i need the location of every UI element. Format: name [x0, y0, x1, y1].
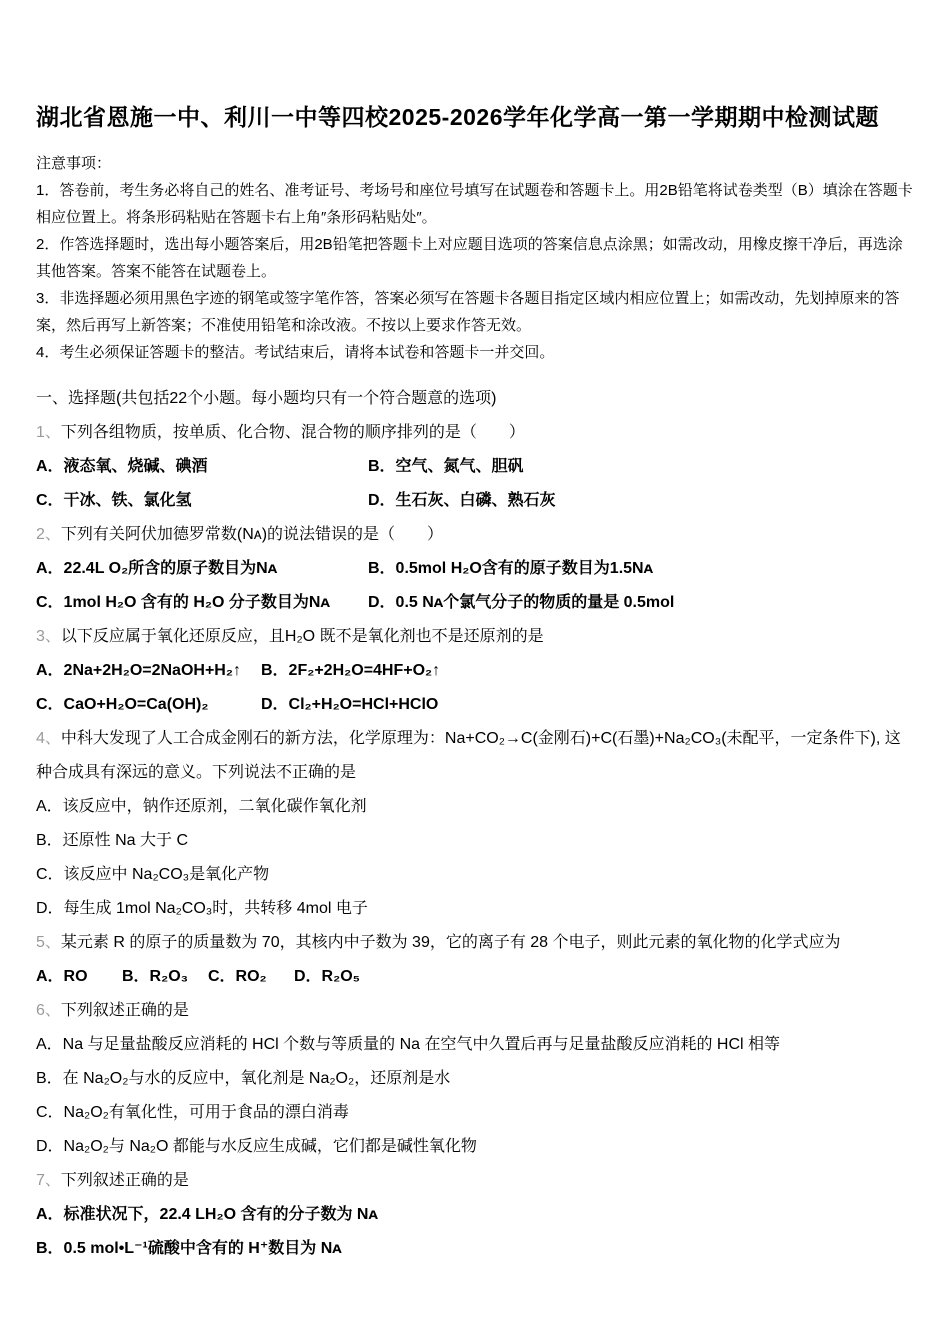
question-3-option-row-2 [36, 688, 914, 722]
question-6-option-d: D．Na₂O₂与 Na₂O 都能与水反应生成碱，它们都是碱性氧化物 [36, 1138, 477, 1155]
question-5 [36, 926, 914, 994]
question-6-stem [36, 994, 914, 1028]
question-7-option-a: A．标准状况下，22.4 LH₂O 含有的分子数为 Nᴀ [36, 1206, 378, 1223]
question-2 [36, 518, 914, 620]
section-heading: 一、选择题(共包括22个小题。每小题均只有一个符合题意的选项) [36, 390, 497, 407]
question-3-number: 3、 [36, 628, 61, 645]
question-4-option-d: D．每生成 1mol Na₂CO₃时，共转移 4mol 电子 [36, 900, 368, 917]
question-5-option-row [36, 960, 914, 994]
question-2-number: 2、 [36, 526, 61, 543]
option-cell-a: A．液态氧、烧碱、碘酒 [36, 458, 208, 475]
question-7 [36, 1164, 914, 1266]
note-item-2: 2．作答选择题时，选出每小题答案后，用2B铅笔把答题卡上对应题目选项的答案信息点涂黑；如需改动，用橡皮擦干净后，再选涂其他答案。答案不能答在试题卷上。 [36, 236, 903, 280]
question-4 [36, 722, 914, 926]
question-7-option-b: B．0.5 mol•L⁻¹硫酸中含有的 H⁺数目为 Nᴀ [36, 1240, 342, 1257]
question-5-stem-text: 某元素 R 的原子的质量数为 70，其核内中子数为 39，它的离子有 28 个电子，则此元素的氧化物的化学式应为 [60, 934, 841, 951]
question-6-number: 6、 [36, 1002, 61, 1019]
question-1 [36, 416, 914, 518]
option-cell-d: D．生石灰、白磷、熟石灰 [368, 492, 556, 509]
question-4-option-b: B．还原性 Na 大于 C [36, 832, 189, 849]
question-2-option-row-1 [36, 552, 914, 586]
question-6-option-c: C．Na₂O₂有氧化性，可用于食品的漂白消毒 [36, 1104, 349, 1121]
question-1-stem [36, 416, 914, 450]
question-7-stem [36, 1164, 914, 1198]
question-4-stem [36, 722, 914, 790]
option-cell-a: A．2Na+2H₂O=2NaOH+H₂↑ [36, 662, 241, 679]
option-cell-d: D．Cl₂+H₂O=HCl+HClO [261, 696, 439, 713]
option-cell-d: D．R₂O₅ [294, 968, 361, 985]
option-cell-b: B．空气、氮气、胆矾 [368, 458, 524, 475]
question-3-stem-text: 以下反应属于氧化还原反应，且H₂O 既不是氧化剂也不是还原剂的是 [60, 628, 544, 645]
question-3-stem [36, 620, 914, 654]
option-cell-c: C．干冰、铁、氯化氢 [36, 492, 192, 509]
note-item-4: 4．考生必须保证答题卡的整洁。考试结束后，请将本试卷和答题卡一并交回。 [36, 344, 555, 361]
notes-heading: 注意事项： [36, 155, 112, 172]
doc-title: 湖北省恩施一中、利川一中等四校2025-2026学年化学高一第一学期期中检测试题 [36, 104, 879, 130]
option-cell-c: C．1mol H₂O 含有的 H₂O 分子数目为Nᴀ [36, 594, 330, 611]
question-6-option-a: A．Na 与足量盐酸反应消耗的 HCl 个数与等质量的 Na 在空气中久置后再与足量盐酸反应消耗的 HCl 相等 [36, 1036, 781, 1053]
option-cell-b: B．0.5mol H₂O含有的原子数目为1.5Nᴀ [368, 560, 654, 577]
question-7-number: 7、 [36, 1172, 61, 1189]
question-5-number: 5、 [36, 934, 61, 951]
question-2-stem-text: 下列有关阿伏加德罗常数(Nᴀ)的说法错误的是（ ） [60, 526, 444, 543]
notice-section [36, 150, 914, 366]
question-3 [36, 620, 914, 722]
note-item-3: 3．非选择题必须用黑色字迹的钢笔或签字笔作答，答案必须写在答题卡各题目指定区域内相应位置上；如需改动，先划掉原来的答案，然后再写上新答案；不准使用铅笔和涂改液。不按以上要求作答无效。 [36, 290, 900, 334]
question-1-number: 1、 [36, 424, 61, 441]
question-7-stem-text: 下列叙述正确的是 [60, 1172, 189, 1189]
option-cell-a: A．22.4L O₂所含的原子数目为Nᴀ [36, 560, 278, 577]
question-1-option-row-2 [36, 484, 914, 518]
question-6-option-b: B．在 Na₂O₂与水的反应中，氧化剂是 Na₂O₂，还原剂是水 [36, 1070, 451, 1087]
option-cell-c: C．CaO+H₂O=Ca(OH)₂ [36, 696, 209, 713]
question-4-number: 4、 [36, 730, 61, 747]
question-1-stem-text: 下列各组物质，按单质、化合物、混合物的顺序排列的是（ ） [60, 424, 525, 441]
option-cell-c: C．RO₂ [208, 968, 267, 985]
question-1-option-row-1 [36, 450, 914, 484]
question-4-stem-text: 中科大发现了人工合成金刚石的新方法，化学原理为：Na+CO₂→C(金刚石)+C(石墨)+Na₂CO₃(未配平，一定条件下), 这种合成具有深远的意义。下列说法不正确的是 [36, 730, 901, 781]
option-cell-b: B．2F₂+2H₂O=4HF+O₂↑ [261, 662, 441, 679]
question-6 [36, 994, 914, 1164]
questions-section [36, 382, 914, 1266]
note-item-1: 1．答卷前，考生务必将自己的姓名、准考证号、考场号和座位号填写在试题卷和答题卡上。用2B铅笔将试卷类型（B）填涂在答题卡相应位置上。将条形码粘贴在答题卡右上角″条形码粘贴处″。 [36, 182, 913, 226]
question-5-stem [36, 926, 914, 960]
question-2-stem [36, 518, 914, 552]
question-3-option-row-1 [36, 654, 914, 688]
option-cell-b: B．R₂O₃ [122, 968, 189, 985]
question-6-stem-text: 下列叙述正确的是 [60, 1002, 189, 1019]
question-4-option-a: A．该反应中，钠作还原剂，二氧化碳作氧化剂 [36, 798, 367, 815]
option-cell-d: D．0.5 Nᴀ个氯气分子的物质的量是 0.5mol [368, 594, 675, 611]
question-2-option-row-2 [36, 586, 914, 620]
question-4-option-c: C．该反应中 Na₂CO₃是氧化产物 [36, 866, 270, 883]
option-cell-a: A．RO [36, 968, 88, 985]
